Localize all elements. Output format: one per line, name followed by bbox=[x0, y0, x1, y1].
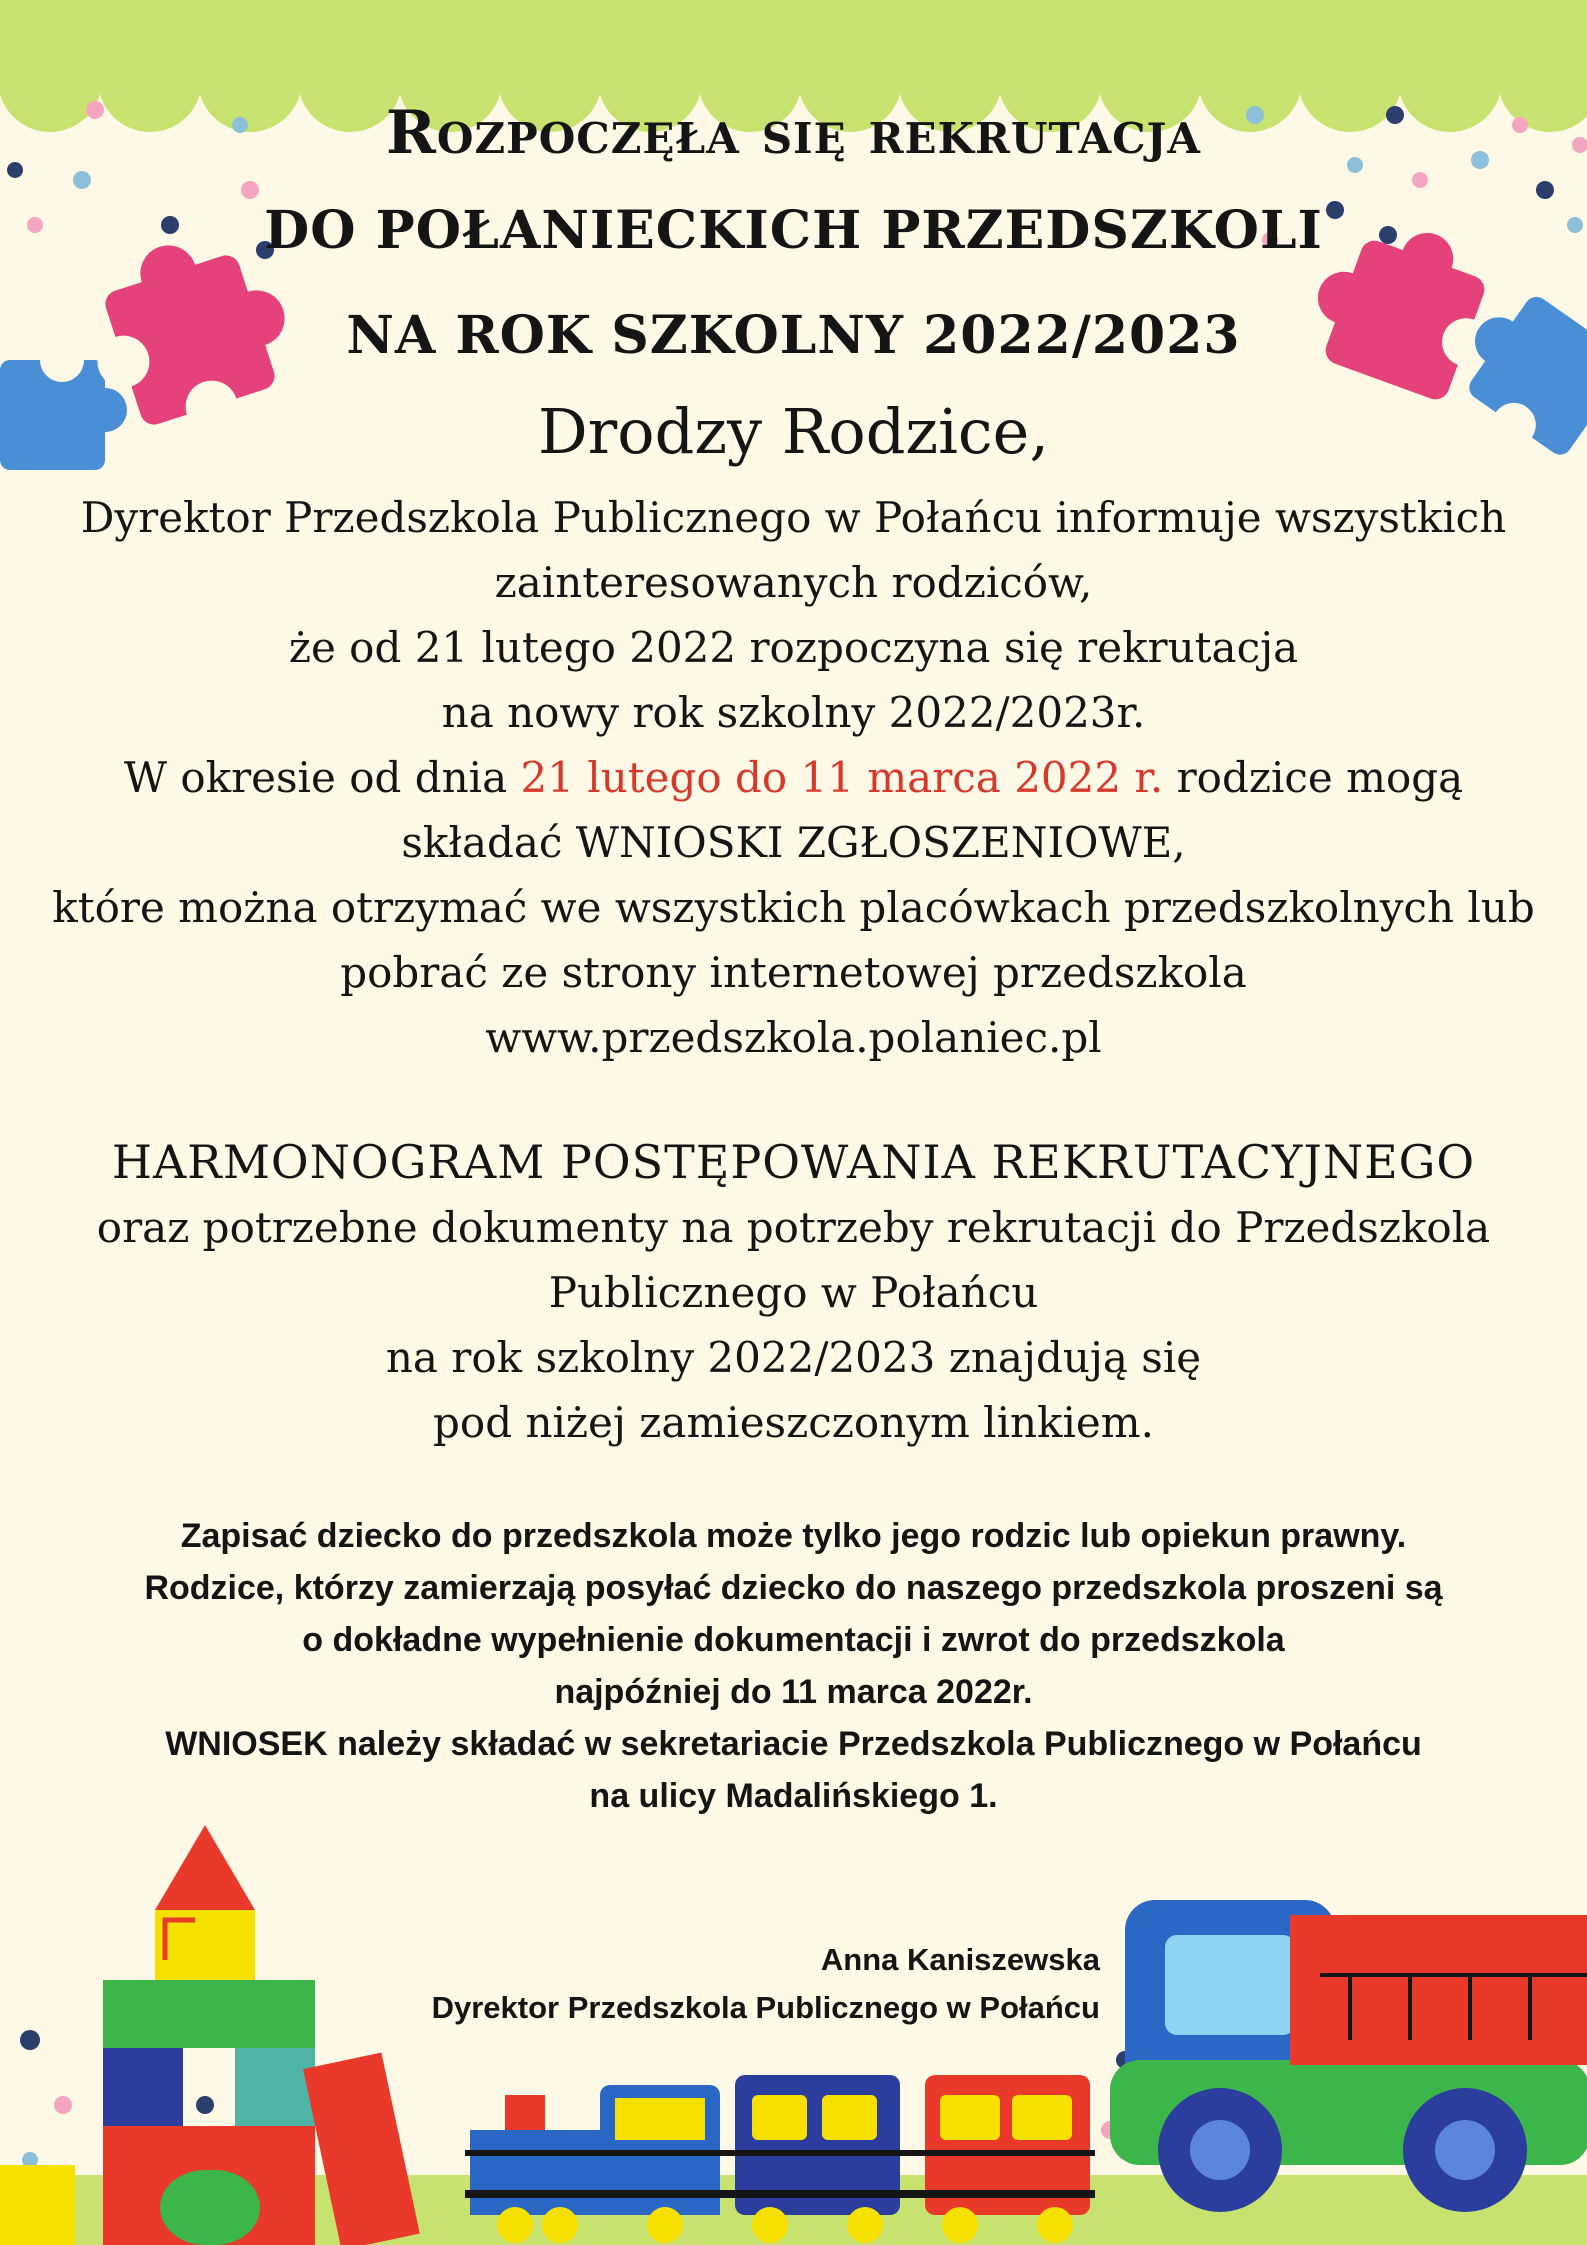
greeting: Drodzy Rodzice, bbox=[537, 395, 1050, 468]
intro-line: zainteresowanych rodziców, bbox=[494, 558, 1093, 607]
schedule-paragraph bbox=[40, 1130, 1547, 1455]
intro-line: które można otrzymać we wszystkich placówkach przedszkolnych lub bbox=[52, 883, 1535, 932]
notice-line: Rodzice, którzy zamierzają posyłać dziecko do naszego przedszkola proszeni są bbox=[144, 1569, 1443, 1607]
dates-prefix: W okresie od dnia bbox=[123, 753, 521, 802]
schedule-line: na rok szkolny 2022/2023 znajdują się bbox=[385, 1333, 1202, 1382]
title-line-2: DO POŁANIECKICH PRZEDSZKOLI bbox=[264, 200, 1323, 261]
enrollment-notice bbox=[40, 1510, 1547, 1822]
signature-role: Dyrektor Przedszkola Publicznego w Połańcu bbox=[431, 1990, 1100, 2025]
toy-truck-icon bbox=[1110, 1900, 1587, 2212]
intro-line: że od 21 lutego 2022 rozpoczyna się rekrutacja bbox=[288, 623, 1299, 672]
notice-line: o dokładne wypełnienie dokumentacji i zwrot do przedszkola bbox=[302, 1621, 1285, 1659]
intro-paragraph bbox=[40, 485, 1547, 1070]
signature-block bbox=[432, 1936, 1100, 2032]
schedule-line: oraz potrzebne dokumenty na potrzeby rekrutacji do Przedszkola bbox=[96, 1203, 1491, 1252]
schedule-line: Publicznego w Połańcu bbox=[548, 1268, 1039, 1317]
intro-line: składać WNIOSKI ZGŁOSZENIOWE, bbox=[401, 818, 1186, 867]
title-line-3: NA ROK SZKOLNY 2022/2023 bbox=[346, 305, 1241, 366]
title-line-1: Rozpoczęła się rekrutacja bbox=[386, 98, 1201, 168]
dates-suffix: rodzice mogą bbox=[1163, 753, 1464, 802]
schedule-line: pod niżej zamieszczonym linkiem. bbox=[433, 1398, 1154, 1447]
intro-line: na nowy rok szkolny 2022/2023r. bbox=[441, 688, 1146, 737]
intro-line: pobrać ze strony internetowej przedszkola bbox=[340, 948, 1247, 997]
notice-line: WNIOSEK należy składać w sekretariacie Przedszkola Publicznego w Połańcu bbox=[165, 1725, 1422, 1763]
intro-line: Dyrektor Przedszkola Publicznego w Połańcu informuje wszystkich bbox=[80, 493, 1507, 542]
notice-line: najpóźniej do 11 marca 2022r. bbox=[554, 1673, 1033, 1711]
toy-blocks-tower-icon bbox=[0, 1825, 420, 2245]
website-address: www.przedszkola.polaniec.pl bbox=[485, 1013, 1102, 1062]
schedule-heading: HARMONOGRAM POSTĘPOWANIA REKRUTACYJNEGO bbox=[111, 1135, 1476, 1189]
notice-line: na ulicy Madalińskiego 1. bbox=[589, 1777, 998, 1815]
signature-name: Anna Kaniszewska bbox=[820, 1942, 1100, 1977]
notice-line: Zapisać dziecko do przedszkola może tylko jego rodzic lub opiekun prawny. bbox=[180, 1517, 1407, 1555]
dates-highlight: 21 lutego do 11 marca 2022 r. bbox=[520, 753, 1164, 802]
intro-line-dates bbox=[40, 745, 1547, 810]
